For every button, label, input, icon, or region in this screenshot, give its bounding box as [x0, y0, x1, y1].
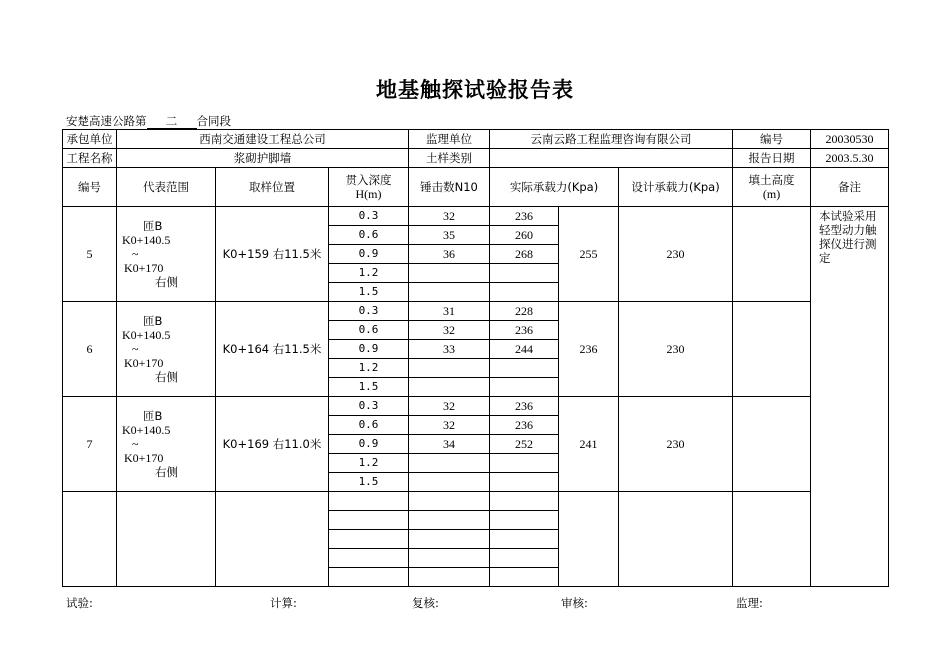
range-line: 匝B	[143, 219, 163, 233]
project-value: 浆砌护脚墙	[117, 149, 409, 168]
actual-cell	[490, 473, 559, 492]
design-capacity: 230	[619, 207, 733, 302]
representative-range	[117, 207, 216, 302]
header-actual: 实际承载力(Kpa)	[490, 168, 619, 207]
depth-cell: 1.2	[329, 264, 409, 283]
sample-location: K0+169 右11.0米	[216, 397, 329, 492]
table-row-empty	[63, 492, 889, 511]
empty-cell	[329, 568, 409, 587]
range-line: 右侧	[155, 370, 178, 384]
signature-test: 试验:	[66, 596, 93, 610]
range-line: K0+170	[124, 261, 164, 275]
empty-cell	[490, 492, 559, 511]
blows-cell: 34	[409, 435, 490, 454]
contract-section-line	[66, 113, 231, 129]
blows-cell	[409, 283, 490, 302]
header-range: 代表范围	[117, 168, 216, 207]
header-location: 取样位置	[216, 168, 329, 207]
range-line: K0+140.5	[122, 328, 171, 342]
empty-cell	[63, 492, 117, 587]
header-blows: 锤击数N10	[409, 168, 490, 207]
actual-cell: 228	[490, 302, 559, 321]
contractor-value: 西南交通建设工程总公司	[117, 130, 409, 149]
date-value: 2003.5.30	[811, 149, 889, 168]
empty-cell	[490, 530, 559, 549]
contractor-label: 承包单位	[63, 130, 117, 149]
blows-cell	[409, 359, 490, 378]
header-depth-line2: H(m)	[355, 187, 382, 201]
depth-cell: 0.6	[329, 226, 409, 245]
table-row	[63, 302, 889, 321]
actual-cell	[490, 283, 559, 302]
depth-cell: 1.5	[329, 378, 409, 397]
empty-cell	[490, 511, 559, 530]
header-depth	[329, 168, 409, 207]
sample-location: K0+164 右11.5米	[216, 302, 329, 397]
range-line: 匝B	[143, 314, 163, 328]
range-line: 匝B	[143, 409, 163, 423]
supervisor-label: 监理单位	[409, 130, 490, 149]
group-number: 5	[63, 207, 117, 302]
fill-height	[733, 302, 811, 397]
empty-cell	[559, 492, 619, 587]
actual-average: 255	[559, 207, 619, 302]
blows-cell	[409, 264, 490, 283]
empty-cell	[329, 492, 409, 511]
number-label: 编号	[733, 130, 811, 149]
report-title: 地基触探试验报告表	[376, 78, 574, 102]
range-line: 右侧	[155, 465, 178, 479]
empty-cell	[733, 492, 811, 587]
number-value: 20030530	[811, 130, 889, 149]
blows-cell: 33	[409, 340, 490, 359]
empty-cell	[619, 492, 733, 587]
actual-cell: 244	[490, 340, 559, 359]
depth-cell: 0.9	[329, 435, 409, 454]
blows-cell	[409, 473, 490, 492]
actual-cell	[490, 359, 559, 378]
range-line: K0+170	[124, 356, 164, 370]
section-number: 二	[147, 115, 197, 129]
blows-cell: 31	[409, 302, 490, 321]
header-fill-line1: 填土高度	[748, 173, 795, 187]
contract-prefix: 安楚高速公路第	[66, 114, 147, 128]
empty-cell	[117, 492, 216, 587]
actual-cell: 252	[490, 435, 559, 454]
empty-cell	[409, 568, 490, 587]
blows-cell: 32	[409, 416, 490, 435]
signature-supervise: 监理:	[736, 596, 763, 610]
contract-suffix: 合同段	[196, 114, 231, 128]
actual-average: 236	[559, 302, 619, 397]
empty-cell	[409, 492, 490, 511]
header-depth-line1: 贯入深度	[345, 173, 392, 187]
actual-cell: 236	[490, 397, 559, 416]
range-line: ~	[132, 437, 139, 451]
representative-range	[117, 397, 216, 492]
header-fill	[733, 168, 811, 207]
blows-cell: 35	[409, 226, 490, 245]
depth-cell: 1.2	[329, 359, 409, 378]
group-number: 7	[63, 397, 117, 492]
info-row-2	[63, 149, 889, 168]
empty-cell	[409, 530, 490, 549]
blows-cell: 32	[409, 321, 490, 340]
depth-cell: 0.3	[329, 397, 409, 416]
fill-height	[733, 207, 811, 302]
empty-cell	[329, 530, 409, 549]
table-row	[63, 397, 889, 416]
depth-cell: 0.6	[329, 416, 409, 435]
depth-cell: 0.6	[329, 321, 409, 340]
report-table	[62, 129, 889, 587]
blows-cell: 32	[409, 207, 490, 226]
actual-cell	[490, 264, 559, 283]
empty-cell	[216, 492, 329, 587]
remarks-cell: 本试验采用轻型动力触探仪进行测定	[811, 207, 889, 587]
depth-cell: 1.5	[329, 283, 409, 302]
blows-cell	[409, 454, 490, 473]
range-line: ~	[132, 247, 139, 261]
sample-location: K0+159 右11.5米	[216, 207, 329, 302]
actual-cell: 268	[490, 245, 559, 264]
blows-cell	[409, 378, 490, 397]
depth-cell: 0.9	[329, 340, 409, 359]
actual-cell	[490, 454, 559, 473]
depth-cell: 1.5	[329, 473, 409, 492]
design-capacity: 230	[619, 397, 733, 492]
depth-cell: 0.9	[329, 245, 409, 264]
range-line: ~	[132, 342, 139, 356]
signature-audit: 审核:	[561, 596, 588, 610]
header-remarks: 备注	[811, 168, 889, 207]
depth-cell: 1.2	[329, 454, 409, 473]
blows-cell: 36	[409, 245, 490, 264]
range-line: K0+140.5	[122, 423, 171, 437]
signature-review: 复核:	[412, 596, 439, 610]
actual-cell: 236	[490, 416, 559, 435]
empty-cell	[329, 549, 409, 568]
header-no: 编号	[63, 168, 117, 207]
date-label: 报告日期	[733, 149, 811, 168]
soil-value	[490, 149, 733, 168]
blows-cell: 32	[409, 397, 490, 416]
empty-cell	[490, 568, 559, 587]
header-fill-line2: (m)	[762, 187, 781, 201]
column-header-row	[63, 168, 889, 207]
actual-cell: 236	[490, 321, 559, 340]
actual-average: 241	[559, 397, 619, 492]
actual-cell: 260	[490, 226, 559, 245]
actual-cell	[490, 378, 559, 397]
empty-cell	[409, 511, 490, 530]
project-label: 工程名称	[63, 149, 117, 168]
range-line: K0+170	[124, 451, 164, 465]
empty-cell	[329, 511, 409, 530]
empty-cell	[409, 549, 490, 568]
depth-cell: 0.3	[329, 302, 409, 321]
table-row	[63, 207, 889, 226]
range-line: 右侧	[155, 275, 178, 289]
design-capacity: 230	[619, 302, 733, 397]
fill-height	[733, 397, 811, 492]
representative-range	[117, 302, 216, 397]
group-number: 6	[63, 302, 117, 397]
info-row-1	[63, 130, 889, 149]
signature-calc: 计算:	[270, 596, 297, 610]
depth-cell: 0.3	[329, 207, 409, 226]
supervisor-value: 云南云路工程监理咨询有限公司	[490, 130, 733, 149]
range-line: K0+140.5	[122, 233, 171, 247]
empty-cell	[490, 549, 559, 568]
soil-label: 土样类别	[409, 149, 490, 168]
header-design: 设计承载力(Kpa)	[619, 168, 733, 207]
signature-line	[0, 595, 950, 611]
actual-cell: 236	[490, 207, 559, 226]
